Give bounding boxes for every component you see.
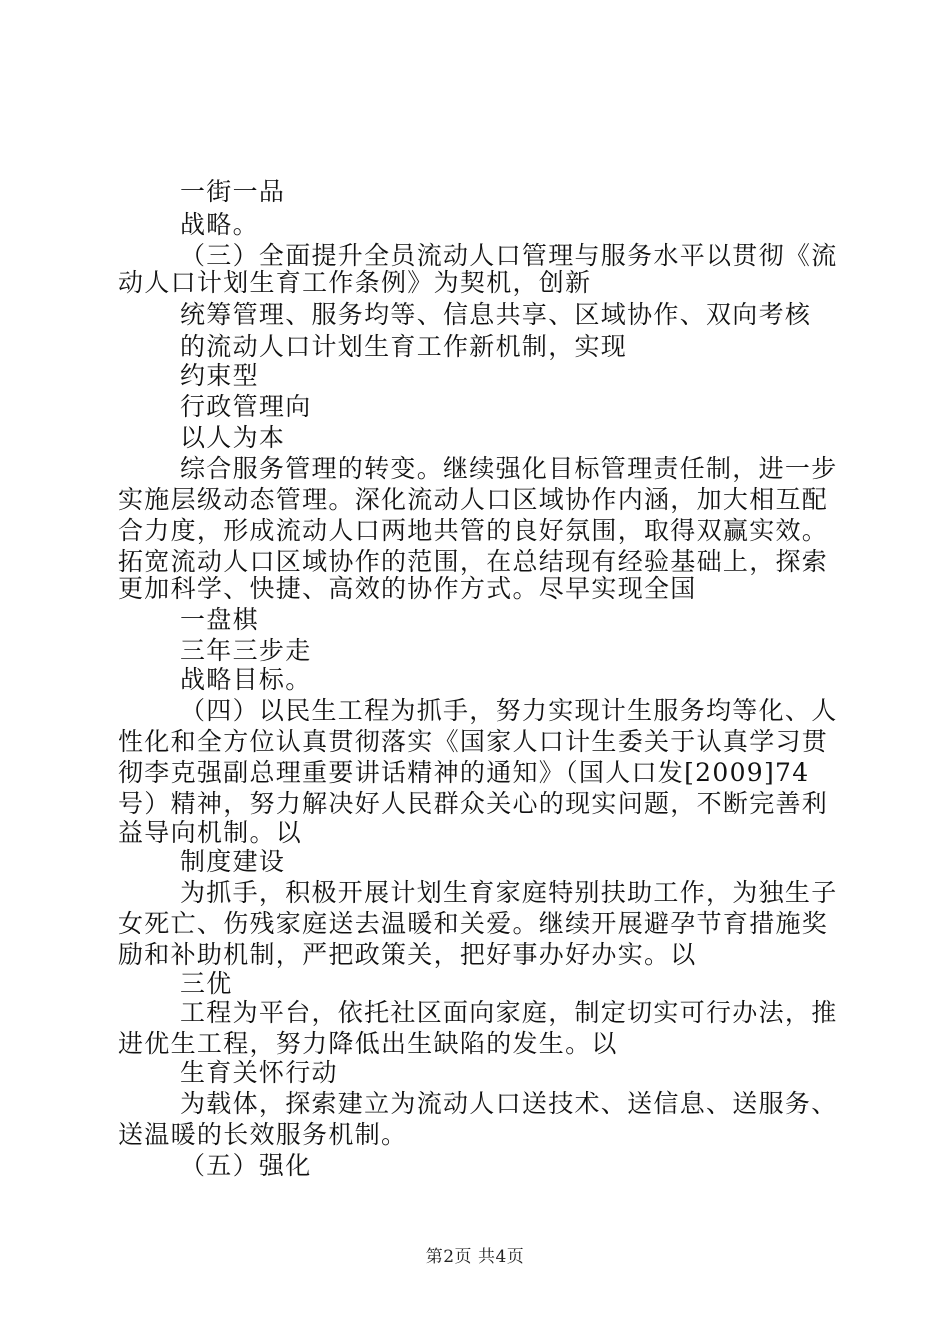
- text-line: 动人口计划生育工作条例》为契机，创新: [118, 268, 592, 297]
- text-line: 励和补助机制，严把政策关，把好事办好办实。以: [118, 940, 697, 969]
- text-line: 送温暖的长效服务机制。: [118, 1120, 408, 1149]
- text-line: （三）全面提升全员流动人口管理与服务水平以贯彻《流: [180, 241, 838, 270]
- text-line: 性化和全方位认真贯彻落实《国家人口计生委关于认真学习贯: [118, 727, 829, 756]
- text-line: 拓宽流动人口区域协作的范围，在总结现有经验基础上，探索: [118, 547, 829, 576]
- text-line: 一街一品: [180, 177, 286, 206]
- text-line: 综合服务管理的转变。继续强化目标管理责任制，进一步: [180, 454, 838, 483]
- text-line: 战略。: [180, 210, 259, 239]
- text-line: 彻李克强副总理重要讲话精神的通知》（国人口发[2009]74: [118, 758, 810, 787]
- text-line: 生育关怀行动: [180, 1058, 338, 1087]
- text-line: （五）强化: [180, 1151, 312, 1180]
- text-line: 约束型: [180, 361, 259, 390]
- text-line: 三优: [180, 969, 233, 998]
- text-line: 一盘棋: [180, 605, 259, 634]
- text-line: 为抓手，积极开展计划生育家庭特别扶助工作，为独生子: [180, 878, 838, 907]
- text-line: 实施层级动态管理。深化流动人口区域协作内涵，加大相互配: [118, 485, 829, 514]
- text-line: （四）以民生工程为抓手，努力实现计生服务均等化、人: [180, 696, 838, 725]
- text-line: 三年三步走: [180, 636, 312, 665]
- text-line: 行政管理向: [180, 392, 312, 421]
- text-line: 制度建设: [180, 847, 286, 876]
- text-line: 更加科学、快捷、高效的协作方式。尽早实现全国: [118, 574, 697, 603]
- text-line: 为载体，探索建立为流动人口送技术、送信息、送服务、: [180, 1089, 838, 1118]
- text-line: 的流动人口计划生育工作新机制，实现: [180, 332, 628, 361]
- text-line: 工程为平台，依托社区面向家庭，制定切实可行办法，推: [180, 998, 838, 1027]
- text-line: 以人为本: [180, 423, 286, 452]
- text-line: 益导向机制。以: [118, 818, 303, 847]
- page-number-footer: 第2页 共4页: [425, 1247, 525, 1267]
- text-line: 女死亡、伤残家庭送去温暖和关爱。继续开展避孕节育措施奖: [118, 909, 829, 938]
- text-line: 号）精神，努力解决好人民群众关心的现实问题，不断完善利: [118, 789, 829, 818]
- text-line: 进优生工程，努力降低出生缺陷的发生。以: [118, 1029, 618, 1058]
- text-line: 合力度，形成流动人口两地共管的良好氛围，取得双赢实效。: [118, 516, 829, 545]
- text-line: 战略目标。: [180, 665, 312, 694]
- text-line: 统筹管理、服务均等、信息共享、区域协作、双向考核: [180, 300, 812, 329]
